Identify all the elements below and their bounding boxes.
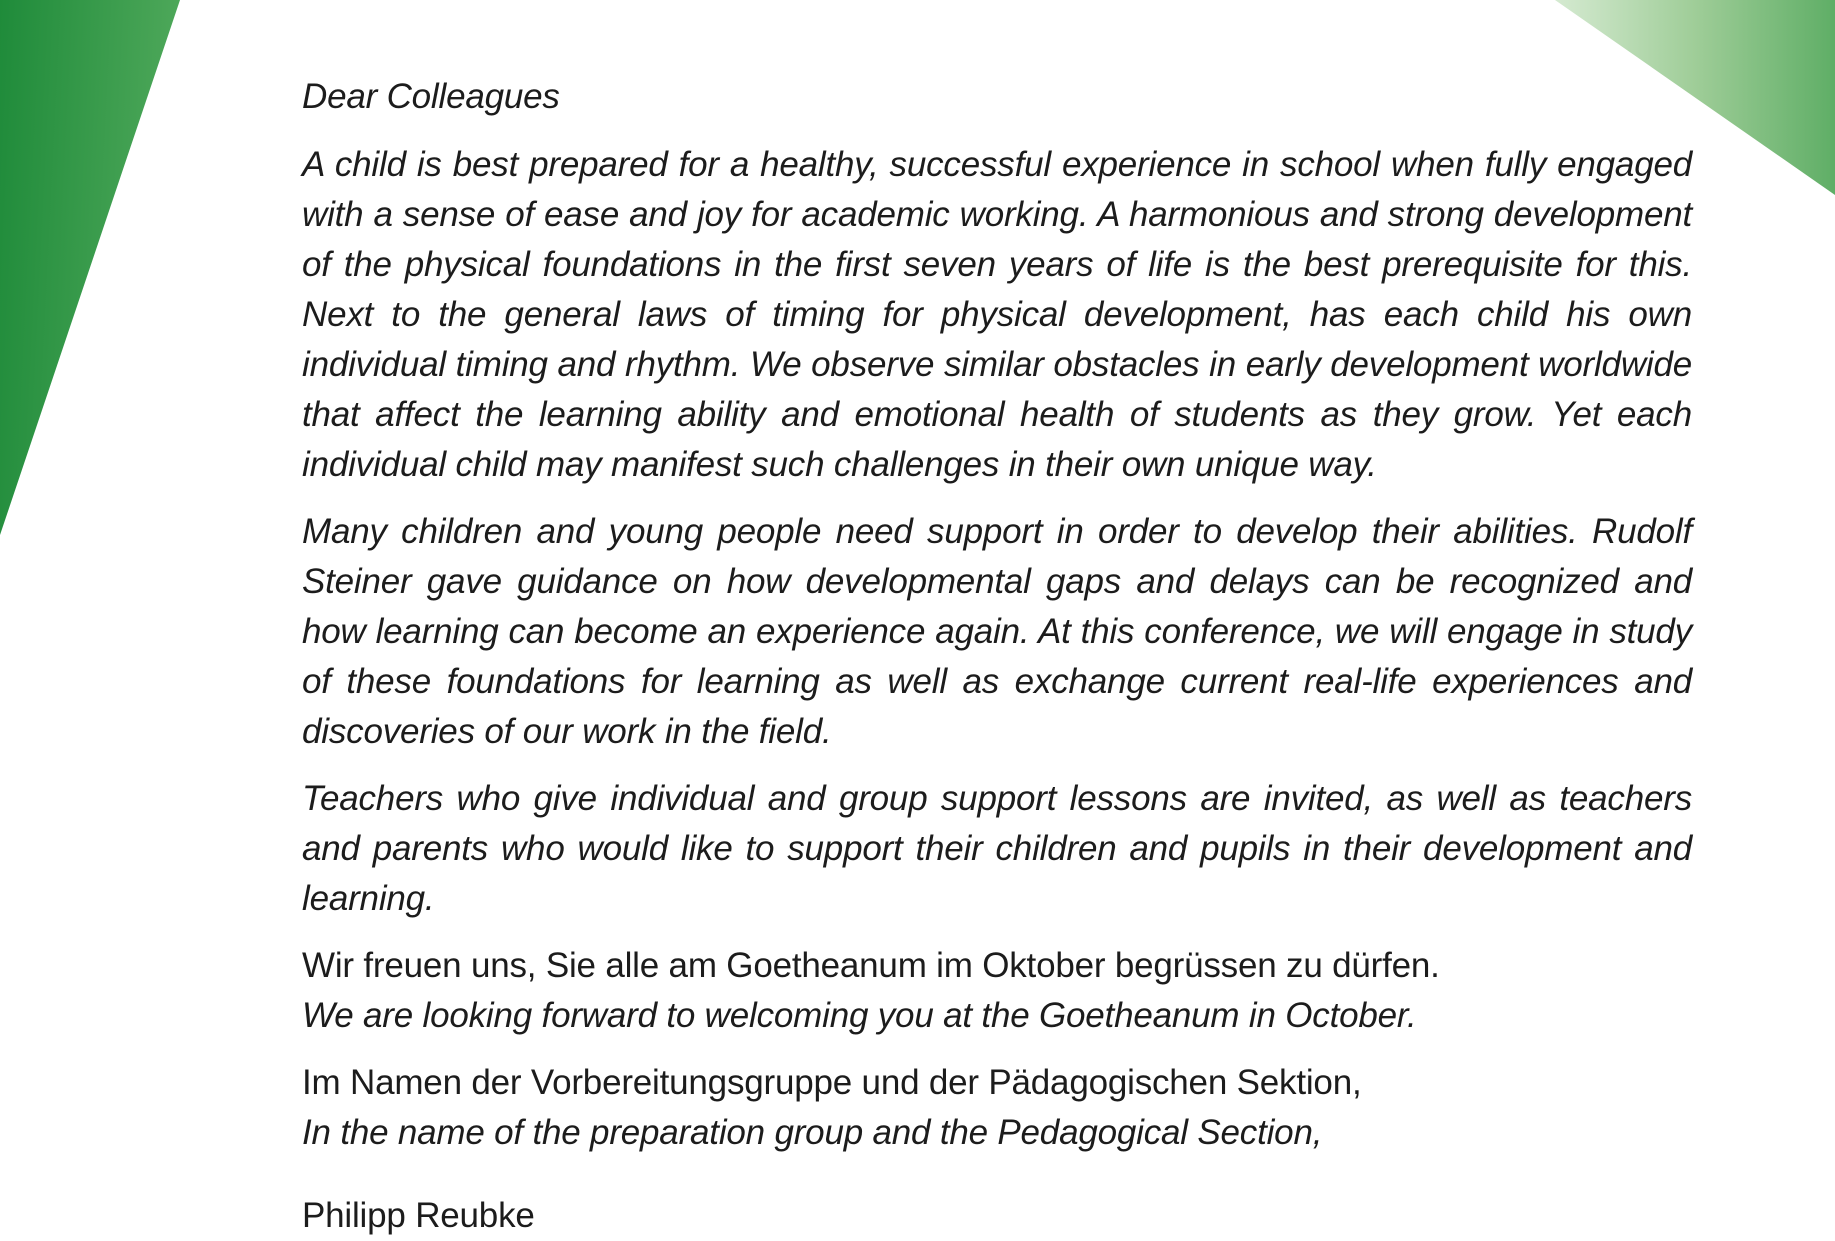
salutation: Dear Colleagues	[302, 77, 560, 116]
green-corner-shape-left	[0, 0, 190, 560]
closing-german: Wir freuen uns, Sie alle am Goetheanum im Oktober begrüssen zu dürfen.	[302, 946, 1440, 985]
paragraph-3: Teachers who give individual and group support lessons are invited, as well as teachers and parents who would like to support their children and pupils in their development and learning.	[302, 779, 1692, 918]
closing-english: We are looking forward to welcoming you at the Goetheanum in October.	[302, 996, 1417, 1035]
letter-body	[302, 72, 1692, 1241]
paragraph-1: A child is best prepared for a healthy, successful experience in school when fully engaged with a sense of ease and joy for academic working. A harmonious and strong development of the physical foundations in the first seven years of life is the best prerequisite for this. Next to the general laws of timing for physical development, has each child his own individual timing and rhythm. We observe similar obstacles in early development worldwide that affect the learning ability and emotional health of students as they grow. Yet each individual child may manifest such challenges in their own unique way.	[302, 145, 1692, 484]
signature-line-german: Im Namen der Vorbereitungsgruppe und der Pädagogischen Sektion,	[302, 1063, 1362, 1102]
signer-name: Philipp Reubke	[302, 1196, 535, 1235]
paragraph-2: Many children and young people need support in order to develop their abilities. Rudolf Steiner gave guidance on how developmental gaps and delays can be recognized and how learning can become an experience again. At this conference, we will engage in study of these foundations for learning as well as exchange current real-life experiences and discoveries of our work in the field.	[302, 512, 1692, 751]
signature-line-english: In the name of the preparation group and the Pedagogical Section,	[302, 1113, 1323, 1152]
